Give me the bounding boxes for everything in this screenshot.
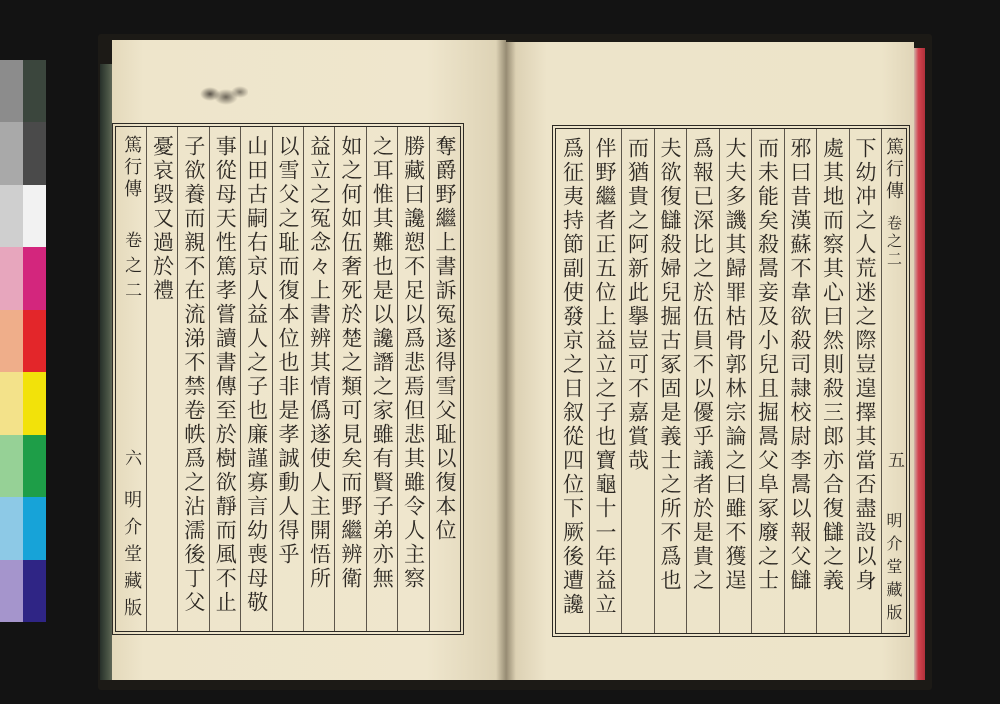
color-patch-2-right — [23, 122, 46, 184]
book-title: 篤行傳 — [883, 137, 904, 203]
color-calibration-chart — [0, 60, 46, 622]
publisher-imprint: 明介堂藏版 — [121, 490, 143, 625]
color-patch-9-left — [0, 560, 23, 622]
text-column: 勝藏曰讒愬不足以爲悲焉但悲其雖令人主察 — [397, 127, 428, 631]
color-patch-7-right — [23, 435, 46, 497]
text-column: 爲報已深比之於伍員不以優乎議者於是貴之 — [686, 129, 719, 633]
color-patch-5-right — [23, 310, 46, 372]
left-page-fold-margin — [116, 127, 146, 631]
color-patch-9-right — [23, 560, 46, 622]
text-column: 處其地而察其心曰然則殺三郎亦合復讎之義 — [816, 129, 849, 633]
right-page-fold-margin — [881, 129, 906, 633]
color-patch-3-right — [23, 185, 46, 247]
color-patch-5-left — [0, 310, 23, 372]
text-column: 而猶貴之阿新此擧豈可不嘉賞哉 — [621, 129, 654, 633]
color-patch-6-right — [23, 372, 46, 434]
text-column: 如之何如伍奢死於楚之類可見矣而野繼辨衛 — [334, 127, 365, 631]
text-column: 大夫多譏其歸罪枯骨郭林宗論之曰雖不獲逞 — [719, 129, 752, 633]
text-column: 事從母天性篤孝嘗讀書傳至於樹欲靜而風不止 — [209, 127, 240, 631]
page-number: 五 — [884, 451, 904, 468]
text-column: 奪爵野繼上書訴冤遂得雪父耻以復本位 — [429, 127, 460, 631]
text-column: 伴野繼者正五位上益立之子也寶龜十一年益立 — [589, 129, 622, 633]
color-patch-2-left — [0, 122, 23, 184]
text-column: 夫欲復讎殺婦兒掘古冢固是義士之所不爲也 — [654, 129, 687, 633]
color-patch-8-right — [23, 497, 46, 559]
right-page-text-frame — [552, 125, 910, 637]
color-patch-1-right — [23, 60, 46, 122]
ink-smudge — [198, 82, 248, 110]
text-column: 子欲養而親不在流涕不禁卷帙爲之沾濡後丁父 — [177, 127, 208, 631]
color-patch-1-left — [0, 60, 23, 122]
volume-label: 卷之二 — [885, 215, 903, 269]
text-column: 而未能矣殺暠妾及小兒且掘暠父阜冢廢之士 — [751, 129, 784, 633]
text-column: 爲征夷持節副使發京之日叙從四位下厥後遭讒 — [560, 137, 585, 617]
text-column: 下幼冲之人荒迷之際豈遑擇其當否盡設以身 — [849, 129, 882, 633]
color-patch-4-left — [0, 247, 23, 309]
text-column: 邪曰昔漢蘇不韋欲殺司隷校尉李暠以報父讎 — [784, 129, 817, 633]
color-patch-4-right — [23, 247, 46, 309]
text-column: 之耳惟其難也是以讒譖之家雖有賢子弟亦無 — [366, 127, 397, 631]
color-patch-3-left — [0, 185, 23, 247]
book-gutter-shadow — [496, 40, 516, 680]
page-number: 六 — [121, 449, 142, 466]
publisher-imprint: 明介堂藏版 — [884, 512, 903, 627]
text-column: 以雪父之耻而復本位也非是孝誠動人得乎 — [272, 127, 303, 631]
book-title: 篤行傳 — [121, 135, 143, 201]
color-patch-8-left — [0, 497, 23, 559]
left-page-text-frame — [112, 123, 464, 635]
text-column: 益立之冤念々上書辨其情僞遂使人主開悟所 — [303, 127, 334, 631]
text-column: 憂哀毀又過於禮 — [146, 127, 177, 631]
red-page-edge — [914, 48, 925, 680]
color-patch-7-left — [0, 435, 23, 497]
volume-label: 卷之二 — [121, 231, 142, 306]
color-patch-6-left — [0, 372, 23, 434]
text-column: 山田古嗣右京人益人之子也廉謹寡言幼喪母敬 — [240, 127, 271, 631]
